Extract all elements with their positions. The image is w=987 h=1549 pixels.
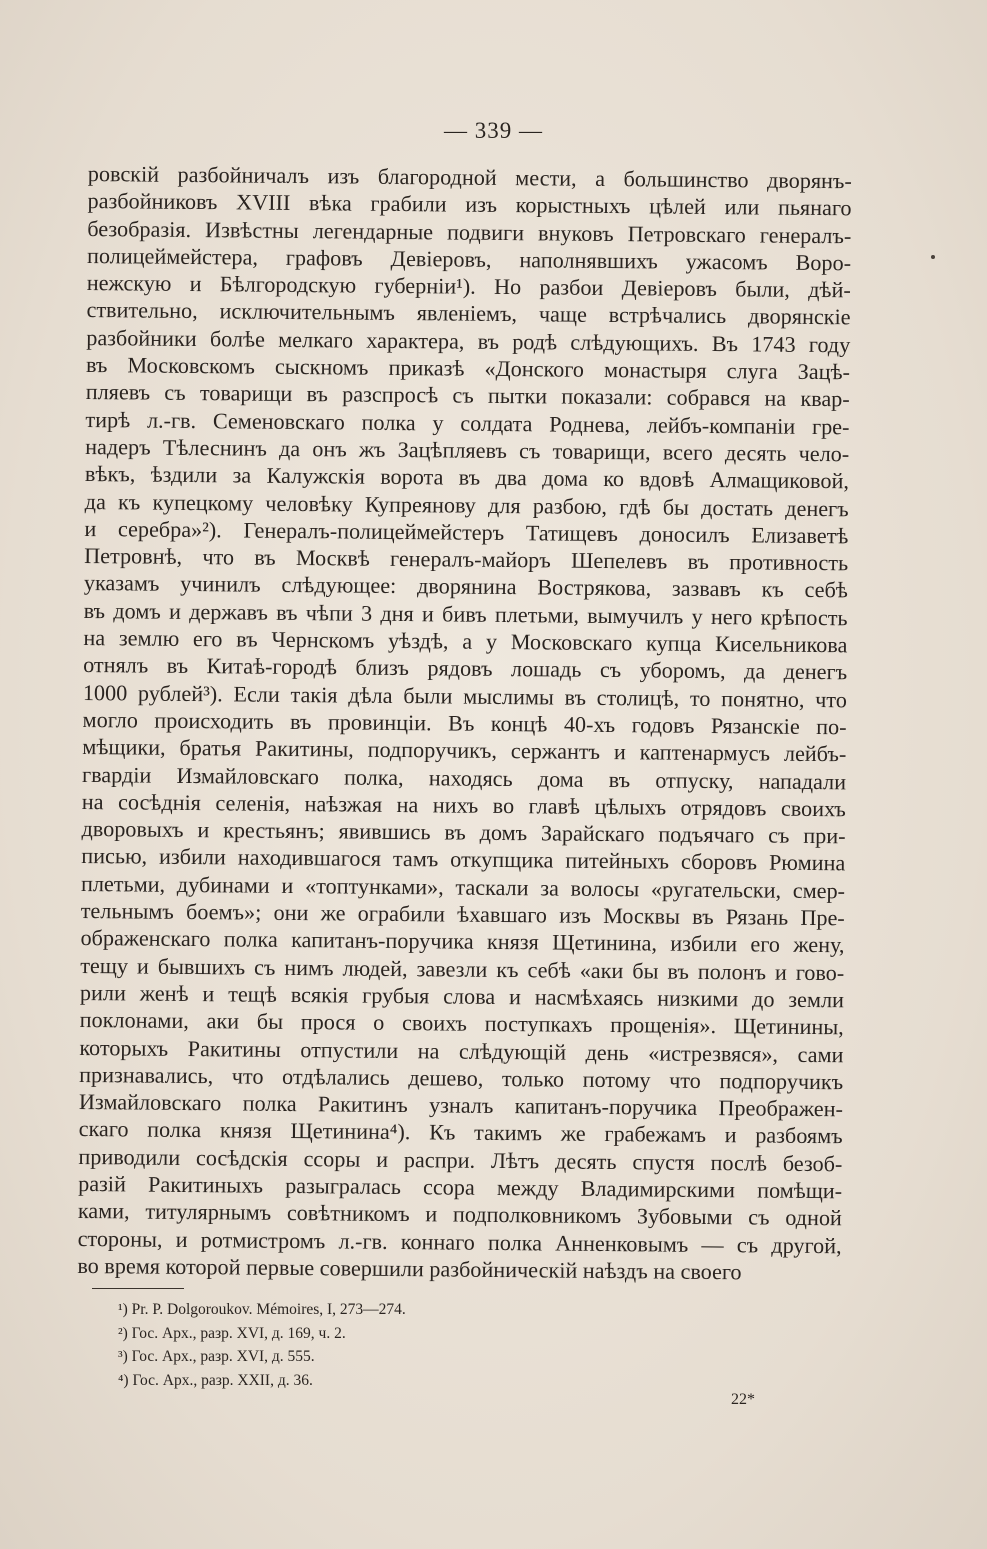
ink-speck [931,255,935,259]
text-line: плетьми, дубинами и «топтунками», таскали за волосы «ругательски, смер- [80,870,846,904]
text-line: на сосѣднія селенія, наѣзжая на нихъ во главѣ цѣлыхъ отрядовъ своихъ [81,788,846,822]
page-number-header: — 339 — [444,118,543,143]
text-line: могло происходить въ провинціи. Въ концѣ 40-хъ годовъ Рязанскіе по- [82,706,847,740]
footnote-4: ⁴) Гос. Арх., разр. XXII, д. 36. [118,1371,313,1389]
text-line: указамъ учинилъ слѣдующее: дворянина Вострякова, зазвавъ къ себѣ [83,570,849,603]
text-line: ровскій разбойничалъ изъ благородной мести, а большинство дворянъ- [87,160,852,194]
text-line: ображенскаго полка капитанъ-поручика князя Щетинина, избили его жену, [80,925,845,958]
text-line: разбойники болѣе мелкаго характера, въ родѣ слѣдующихъ. Въ 1743 году [86,324,851,358]
text-line: тирѣ л.-гв. Семеновскаго полка у солдата Роднева, лейбъ-компаніи гре- [85,406,850,439]
text-line: во время которой первые совершили разбойническій наѣздъ на своего [77,1252,742,1285]
text-line: дворовыхъ и крестьянъ; явившись въ домъ Зарайскаго подъячаго съ при- [81,816,846,849]
text-line: гвардіи Измайловскаго полка, находясь дома въ отпуску, нападали [81,761,847,794]
text-line: которыхъ Ракитины отпустили на слѣдующій день «истрезвяся», сами [79,1034,844,1067]
text-line: 1000 рублей³). Если такія дѣла были мыслимы въ столицѣ, то понятно, что [82,679,847,712]
text-line: безобразія. Извѣстны легендарные подвиги внуковъ Петровскаго генералъ- [87,215,852,248]
text-line: поклонами, аки бы прося о своихъ поступкахъ прощенія». Щетинины, [79,1007,844,1040]
text-line: надеръ Тѣлеснинъ да онъ жъ Зацѣпляевъ съ товарищи, всего десять чело- [85,433,850,467]
footnote-1: ¹) Pr. P. Dolgoroukov. Mémoires, I, 273—274. [118,1301,406,1318]
text-line: разій Ракитиныхъ разыгралась ссора между Владимирскими помѣщи- [78,1170,843,1204]
text-line: отнялъ въ Китаѣ-городѣ близъ рядовъ лошадь съ уборомъ, да денегъ [83,652,848,685]
text-line: рили женѣ и тещѣ всякія грубыя слова и насмѣхаясь низкими до земли [79,979,845,1013]
text-line: писью, избили находившагося тамъ откупщика питейныхъ сборовъ Рюмина [81,843,846,876]
footnote-3: ³) Гос. Арх., разр. XVI, д. 555. [118,1348,315,1365]
text-line: пляевъ съ товарищи въ разспросѣ съ пытки показали: собрався на квар- [85,379,850,412]
text-line: разбойниковъ XVIII вѣка грабили изъ корыстныхъ цѣлей или пьянаго [87,188,852,221]
text-line: въ домъ и державъ въ чѣпи 3 дня и бивъ плетьми, вымучилъ у него крѣпость [83,597,848,631]
footnotes [118,1298,406,1392]
text-line: тещу и бывшихъ съ нимъ людей, завезли къ себѣ «аки бы въ полонъ и гово- [80,952,845,985]
text-line: признавались, что отдѣлались дешево, только потому что подпоручикъ [79,1061,844,1095]
text-line: ками, титулярнымъ совѣтникомъ и подполковникомъ Зубовыми съ одной [77,1198,842,1231]
body-text [77,160,852,1286]
text-line: скаго полка князя Щетинина⁴). Къ такимъ же грабежамъ и разбоямъ [78,1116,843,1149]
text-line: полицеймейстера, графовъ Девіеровъ, наполнявшихъ ужасомъ Воро- [86,242,852,276]
text-line: Измайловскаго полка Ракитинъ узналъ капитанъ-поручика Преображен- [78,1089,844,1122]
text-line: Петровнѣ, что въ Москвѣ генералъ-майоръ Шепелевъ въ противность [84,543,849,576]
text-line: вѣкъ, ѣздили за Калужскія ворота въ два дома ко вдовѣ Алмащиковой, [84,461,850,494]
text-line: да къ купецкому человѣку Купреянову для разбою, гдѣ бы достать денегъ [84,488,849,521]
text-line: тельнымъ боемъ»; они же ограбили ѣхавшаго изъ Москвы въ Рязань Пре- [80,897,845,931]
text-line: мѣщики, братья Ракитины, подпоручикъ, сержантъ и каптенармусъ лейбъ- [82,734,847,767]
text-line: стороны, и ротмистромъ л.-гв. коннаго полка Анненковымъ — съ другой, [77,1225,842,1258]
text-line: и серебра»²). Генералъ-полицеймейстеръ Татищевъ доносилъ Елизаветѣ [84,515,849,549]
text-line: въ Московскомъ сыскномъ приказѣ «Донского монастыря слуга Зацѣ- [85,352,851,385]
text-line: нежскую и Бѣлгородскую губерніи¹). Но разбои Девіеровъ были, дѣй- [86,270,851,303]
text-line: приводили сосѣдскія ссоры и распри. Лѣтъ десять спустя послѣ безоб- [78,1143,843,1176]
signature-mark: 22* [731,1391,755,1408]
text-line: ствительно, исключительнымъ явленіемъ, чаще встрѣчались дворянскіе [86,297,851,330]
footnote-2: ²) Гос. Арх., разр. XVI, д. 169, ч. 2. [118,1324,346,1342]
text-line: на землю его въ Чернскомъ уѣздѣ, а у Московскаго купца Кисельникова [83,625,848,658]
footnote-rule [92,1288,184,1289]
